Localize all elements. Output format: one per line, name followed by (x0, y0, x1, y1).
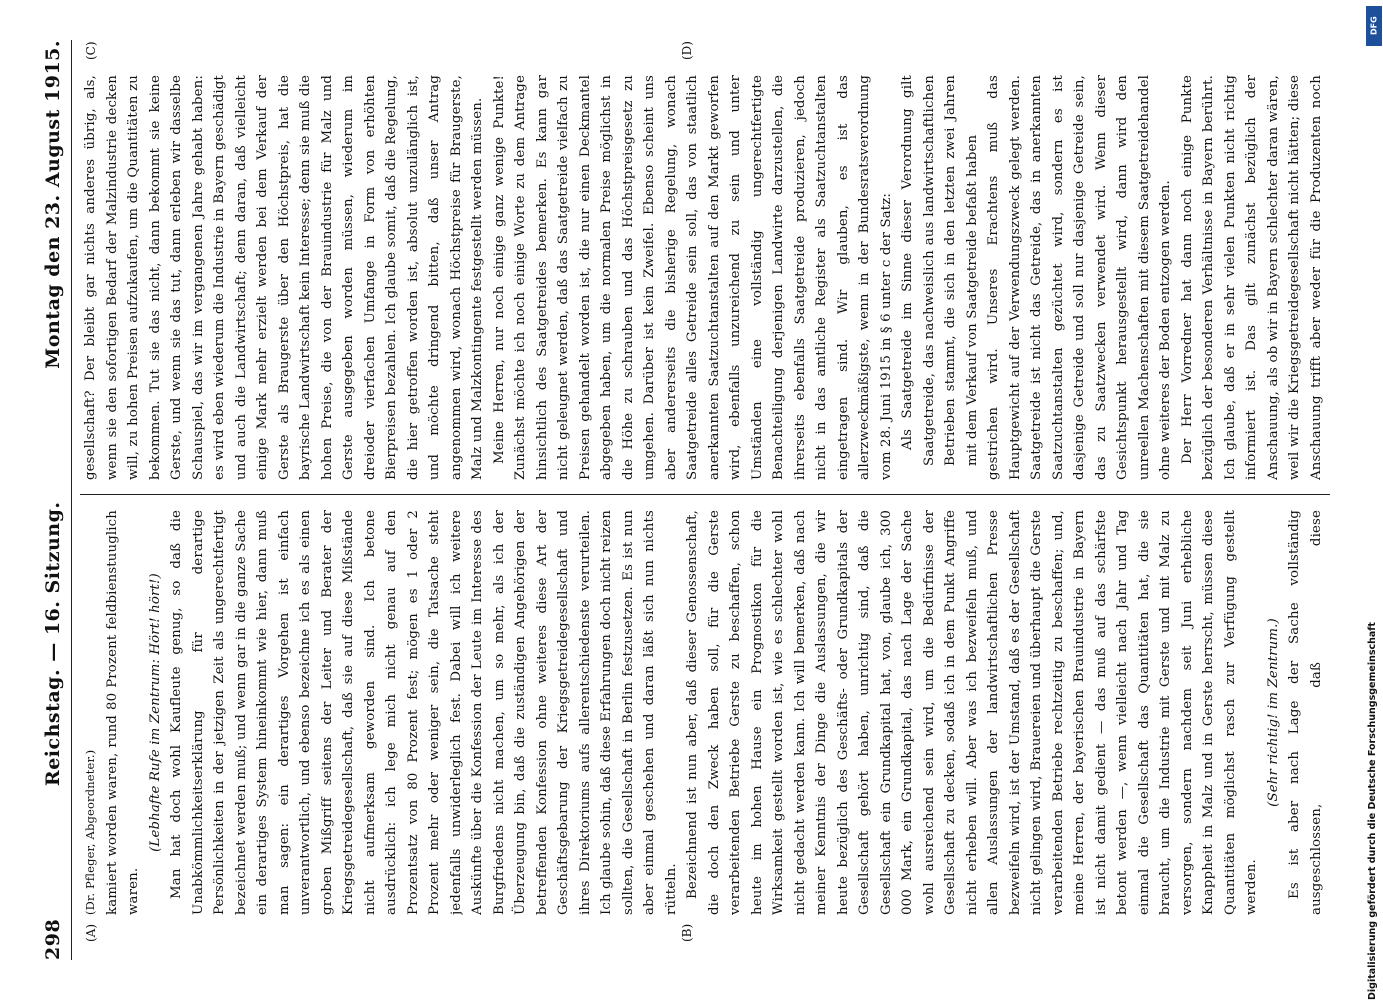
paragraph: Bezeichnend ist nun aber, daß dieser Genossenschaft, die doch den Zweck haben soll, für die Gerste verarbeitenden Betriebe Gerste zu beschaffen, schon heute im hohen Hause ein Prognostikon für die Wirksamkeit gestellt worden ist, wie es schlechter wohl nicht gedacht werden kann. Ich will bemerken, daß nach meiner Kenntnis der Dinge die Auslassungen, die wir heute bezüglich des Geschäfts- oder Grundkapitals der Gesellschaft gehört haben, unrichtig sind, daß die Gesellschaft ein Grundkapital hat, von, glaube ich, 300 000 Mark, ein Grundkapital, das nach Lage der Sache wohl ausreichend sein wird, um die Bedürfnisse der Gesellschaft zu decken, sodaß ich in dem Punkt Angriffe nicht erheben will. Aber was ich bezweifeln muß, und allen Auslassungen der landwirtschaftlichen Presse bezweifeln wird, ist der Umstand, daß es der Gesellschaft nicht gelingen wird, Brauereien und überhaupt die Gerste verarbeitenden Betriebe rechtzeitig zu beschaffen; und, meine Herren, der bayerischen Brauindustrie in Bayern ist nicht damit gedient — das muß auf das schärfste betont werden —, wenn vielleicht nach Jahr und Tag einmal die Gesellschaft das Quantitäten hat, die sie braucht, um die Industrie mit Gerste und mit Malz zu versorgen, sondern nachdem seit Juni erhebliche Knappheit in Malz und in Gerste herrscht, müssen diese Quantitäten möglichst rasch zur Verfügung gestellt werden. (685, 510, 1259, 915)
header-right-title: Montag den 23. August 1915. (42, 40, 64, 369)
quotation: Als Saatgetreide im Sinne dieser Verordnung gilt Saatgetreide, das nachweislich aus landwirtschaftlichen Betrieben stammt, die sich in den letzten zwei Jahren mit dem Verkauf von Saatgetreide befaßt haben (900, 75, 980, 466)
paragraph: gesellschaft? Der bleibt gar nichts anderes übrig, als, wenn sie den sofortigen Bedarf der Malzindustrie decken will, zu hohen Preisen aufzukaufen, um die Quantitäten zu bekommen. Tut sie das nicht, dann bekommt sie keine Gerste, und wenn sie das tut, dann erleben wir dasselbe Schauspiel, das wir im vergangenen Jahre gehabt haben: es wird eben wiederum die Industrie in Bayern geschädigt und auch die Landwirtschaft; denn daran, daß vielleicht einige Mark mehr erzielt werden bei dem Verkauf der Gerste als Braugerste über den Höchstpreis, hat die bayrische Landwirtschaft kein Interesse; denn sie muß die hohen Preise, die von der Brauindustrie für Malz und Gerste ausgegeben worden müssen, wiederum im dreioder vierfachen Umfange in Form von erhöhten Bierpreisen bezahlen. Ich glaube somit, daß die Regelung, die hier getroffen worden ist, absolut unzulänglich ist, und möchte dringend bitten, daß unser Antrag angenommen wird, wonach Höchstpreise für Braugerste, Malz und Malzkontingente festgestellt werden müssen. (83, 75, 485, 480)
text-column-left (80, 510, 1330, 915)
paragraph: Es ist aber nach Lage der Sache vollständig ausgeschlossen, daß diese (1287, 510, 1324, 915)
margin-mark-d: (D) (680, 41, 694, 60)
paragraph: Der Herr Vorredner hat dann noch einige Punkte bezüglich der besonderen Verhältnisse in Bayern berührt. Ich glaube, daß er in sehr vielen Punkten nicht richtig informiert ist. Das gilt zunächst bezüglich der Anschauung, als ob wir in Bayern schlechter daran wären, weil wir die Kriegsgetreidegesellschaft nicht hätten; diese Anschauung trifft aber weder für die Produzenten noch (1179, 75, 1324, 480)
paragraph: Man hat doch wohl Kaufleute genug, so daß die Unabkömmlichkeitserklärung für derartige Persönlichkeiten in der jetzigen Zeit als ungerechtfertigt bezeichnet werden muß; und wenn gar in die ganze Sache ein derartiges System hineinkommt wie hier, dann muß man sagen: ein derartiges Vorgehen ist einfach unverantwortlich, und ebenso bezeichne ich es als einen groben Mißgriff seitens der Leiter und Berater der Kriegsgetreidegesellschaft, daß sie auf diese Mißstände nicht aufmerksam geworden sind. Ich betone ausdrücklich: ich lege mich nicht genau auf den Prozentsatz von 80 Prozent fest; mögen es 1 oder 2 Prozent mehr oder weniger sein, die Tatsache steht jedenfalls unwiderleglich fest. Dabei will ich weitere Auskünfte über die Konfession der Leute im Interesse des Burgfriedens nicht machen, um so mehr, als ich der Überzeugung bin, daß die zuständigen Angehörigen der betreffenden Konfession ohne weiteres diese Art der Geschäftsgebarung der Kriegsgetreidegesellschaft und ihres Direktoriums aufs allerentschiedenste verurteilen. Ich glaube sohin, daß diese Erfahrungen doch nicht reizen sollten, die Gesellschaft in Berlin festzusetzen. Es ist nun aber einmal geschehen und daran läßt sich nun nichts rütteln. (169, 510, 679, 915)
paragraph: gestrichen wird. Unseres Erachtens muß das Hauptgewicht auf der Verwendungszweck gelegt werden. Saatgetreide ist nicht das Getreide, das in anerkannten Saatzuchtanstalten gezüchtet wird, sondern es ist dasjenige Getreide und soll nur dasjenige Getreide sein, das zu Saatzwecken verwendet wird. Wenn dieser Gesichtspunkt herausgestellt wird, dann wird den unreellen Machenschaften mit diesem Saatgetreidehandel ohne weiteres der Boden entzogen werden. (986, 75, 1173, 480)
paragraph: kamiert worden waren, rund 80 Prozent feldbienstuuglich waren. (104, 510, 141, 915)
margin-mark-b: (B) (680, 923, 694, 942)
header-left-title: Reichstag. — 16. Sitzung. (42, 501, 64, 787)
digitization-note: Digitalisierung gefördert durch die Deutsche Forschungsgemeinschaft (1367, 622, 1378, 1000)
header-rule (71, 40, 72, 960)
paragraph: Meine Herren, nur noch einige ganz wenige Punkte! Zunächst möchte ich noch einige Worte zu dem Antrage hinsichtlich des Saatgetreides bemerken. Es kann gar nicht geleugnet werden, daß das Saatgetreide vielfach zu Preisen gehandelt worden ist, die nur einen Deckmantel abgegeben haben, um die normalen Preise möglichst in die Höhe zu schrauben und das Höchstpreisgesetz zu umgehen. Darüber ist kein Zweifel. Ebenso scheint uns aber andererseits die bisherige Regelung, wonach Saatgetreide alles Getreide sein soll, das von staatlich anerkannten Saatzuchtanstalten auf den Markt geworfen wird, ebenfalls unzureichend zu sein und unter Umständen eine vollständig ungerechtfertigte Benachteiligung derjenigen Landwirte darzustellen, die ihrerseits ebenfalls Saatgetreide produzieren, jedoch nicht in das amtliche Register als Saatzuchtanstalten eingetragen sind. Wir glauben, es ist das allerzweckmäßigste, wenn in der Bundesratsverordnung vom 28. Juni 1915 in § 6 unter c der Satz: (491, 75, 894, 480)
text-column-right (80, 75, 1330, 480)
margin-mark-a: (A) (84, 923, 98, 942)
speaker-line: (Dr. Pfleger, Abgeordneter.) (83, 749, 97, 915)
dfg-logo: DFG (1366, 6, 1382, 46)
page-number: 298 (42, 918, 64, 960)
interjection: (Lebhafte Rufe im Zentrum: Hört! hört!) (147, 573, 163, 852)
column-divider (80, 494, 1330, 495)
page-header (38, 40, 68, 960)
margin-mark-c: (C) (84, 41, 98, 60)
interjection: (Sehr richtig! im Zentrum.) (1265, 618, 1281, 807)
